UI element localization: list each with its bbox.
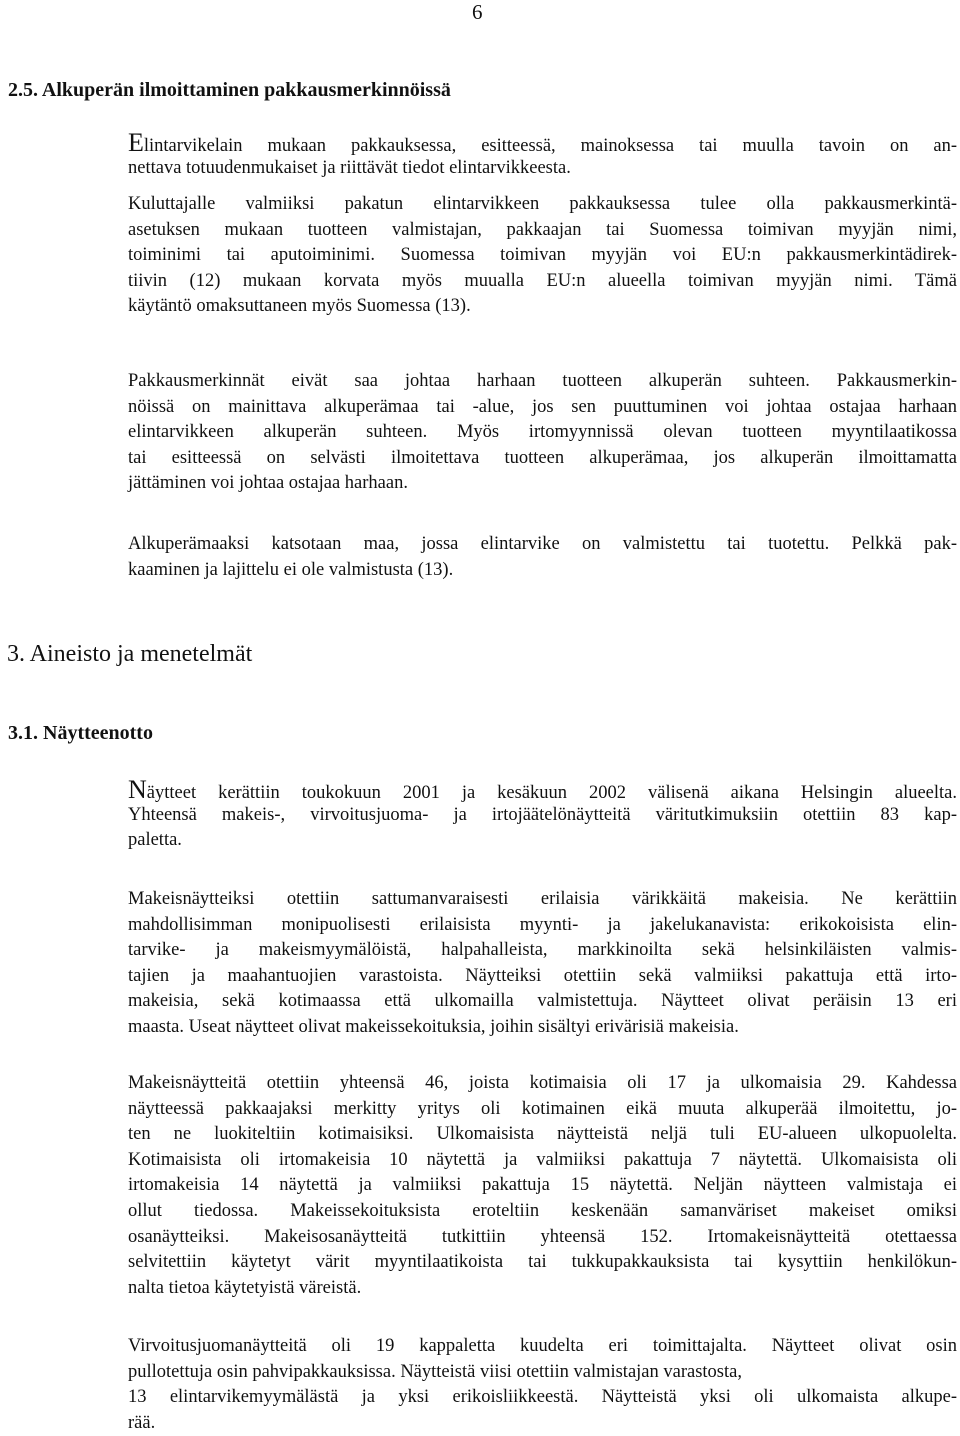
paragraph-2-5-labelling-rules	[128, 192, 957, 320]
paragraph-line: tai esitteessä on selvästi ilmoitettava tuotteen alkuperämaa, jos alkuperän ilmoittamatta	[128, 447, 957, 468]
dropcap-letter: N	[128, 775, 147, 804]
line-text: lintarvikelain mukaan pakkauksessa, esitteessä, mainoksessa tai muulla tavoin on an-	[143, 136, 957, 156]
paragraph-line: selvitettiin käytetyt värit myyntilaatikoista tai tukkupakkauksista tai kysyttiin henkilökun-	[128, 1252, 957, 1273]
paragraph-line: ten ne luokiteltiin kotimaisiksi. Ulkomaisista näytteistä neljä tuli EU-alueen ulkopuolelta.	[128, 1124, 957, 1145]
paragraph-3-1-soft-drinks	[128, 1334, 957, 1436]
paragraph-line: nöissä on mainittava alkuperämaa tai -alue, jos sen puuttuminen voi johtaa ostajaa harhaan	[128, 396, 957, 417]
paragraph-line: nalta tietoa käytetyistä väreistä.	[128, 1277, 362, 1298]
paragraph-line: näytteessä pakkaajaksi merkitty yritys oli kotimainen eikä muuta alkuperää ilmoitettu, jo-	[128, 1098, 957, 1119]
paragraph-line: Virvoitusjuomanäytteitä oli 19 kappaletta kuudelta eri toimittajalta. Näytteet olivat osin	[128, 1336, 957, 1356]
paragraph-line: Kuluttajalle valmiiksi pakatun elintarvikkeen pakkauksessa tulee olla pakkausmerkintä-	[128, 194, 957, 214]
paragraph-line: Makeisnäytteitä otettiin yhteensä 46, joista kotimaisia oli 17 ja ulkomaisia 29. Kahdessa	[128, 1073, 957, 1093]
paragraph-line: 13 elintarvikemyymälästä ja yksi erikoisliikkeestä. Näytteistä yksi oli ulkomaista alkupe-	[128, 1387, 957, 1408]
paragraph-line: Pakkausmerkinnät eivät saa johtaa harhaan tuotteen alkuperän suhteen. Pakkausmerkin-	[128, 371, 957, 391]
paragraph-3-1-sampling-period	[128, 777, 957, 854]
paragraph-line: toiminimi tai aputoiminimi. Suomessa toimivan myyjän voi EU:n pakkausmerkintädirek-	[128, 245, 957, 266]
paragraph-line	[128, 130, 957, 156]
paragraph-line: tajien ja maahantuojien varastoista. Näytteiksi otettiin sekä valmiiksi pakattuja että irto-	[128, 965, 957, 986]
paragraph-line: maasta. Useat näytteet olivat makeissekoituksia, joihin sisältyi erivärisiä makeisia.	[128, 1016, 739, 1037]
paragraph-2-5-origin-misleading	[128, 369, 957, 497]
paragraph-2-5-intro	[128, 130, 957, 181]
section-heading-3-1: 3.1. Näytteenotto	[8, 722, 153, 744]
paragraph-line: osanäytteiksi. Makeisosanäytteitä tutkittiin yhteensä 152. Irtomakeisnäytteitä otettaessa	[128, 1226, 957, 1247]
paragraph-line: makeisia, sekä kotimaassa että ulkomailla valmistettuja. Näytteet olivat peräisin 13 eri	[128, 991, 957, 1012]
paragraph-line: Kotimaisista oli irtomakeisia 10 näytettä ja valmiiksi pakattuja 7 näytettä. Ulkomaisista oli	[128, 1149, 957, 1170]
paragraph-line: Yhteensä makeis-, virvoitusjuoma- ja irtojäätelönäytteitä väritutkimuksiin otettiin 83 kap-	[128, 804, 957, 825]
paragraph-line: tarvike- ja makeismyymälöistä, halpahalleista, markkinoilta sekä helsinkiläisten valmis-	[128, 940, 957, 961]
paragraph-3-1-candy-counts	[128, 1071, 957, 1301]
paragraph-line: rää.	[128, 1412, 156, 1433]
paragraph-line: ollut tiedossa. Makeissekoituksista eroteltiin keskenään samanväriset makeiset omiksi	[128, 1200, 957, 1221]
paragraph-line: jättäminen voi johtaa ostajaa harhaan.	[128, 473, 408, 494]
paragraph-line: nettava totuudenmukaiset ja riittävät tiedot elintarvikkeesta.	[128, 157, 571, 178]
paragraph-line: Alkuperämaaksi katsotaan maa, jossa elintarvike on valmistettu tai tuotettu. Pelkkä pak-	[128, 534, 957, 554]
paragraph-3-1-candy-samples	[128, 887, 957, 1041]
paragraph-line: paletta.	[128, 830, 182, 851]
paragraph-line: elintarvikkeen alkuperän suhteen. Myös irtomyynnissä olevan tuotteen myyntilaatikossa	[128, 422, 957, 443]
paragraph-line: mahdollisimman monipuolisesti erilaisista myynti- ja jakelukanavista: erikokoisista elin-	[128, 914, 957, 935]
line-text: äytteet kerättiin toukokuun 2001 ja kesäkuun 2002 välisenä aikana Helsingin alueelta.	[146, 783, 957, 803]
paragraph-line: tiivin (12) mukaan korvata myös muualla EU:n alueella toimivan myyjän nimi. Tämä	[128, 270, 957, 291]
paragraph-line	[128, 777, 957, 803]
paragraph-line: asetuksen mukaan tuotteen valmistajan, pakkaajan tai Suomessa toimivan myyjän nimi,	[128, 219, 957, 240]
paragraph-line: pullotettuja osin pahvipakkauksissa. Näytteistä viisi otettiin valmistajan varastosta,	[128, 1361, 742, 1382]
paragraph-line: kaaminen ja lajittelu ei ole valmistusta (13).	[128, 559, 454, 580]
page-number: 6	[472, 0, 483, 24]
paragraph-2-5-country-of-origin	[128, 532, 957, 583]
dropcap-letter: E	[128, 128, 144, 157]
paragraph-line: käytäntö omaksuttaneen myös Suomessa (13).	[128, 296, 471, 317]
section-heading-2-5: 2.5. Alkuperän ilmoittaminen pakkausmerkinnöissä	[8, 79, 451, 101]
section-heading-3: 3. Aineisto ja menetelmät	[7, 641, 253, 667]
paragraph-line: irtomakeisia 14 näytettä ja valmiiksi pakattuja 15 näytettä. Neljän näytteen valmistaja ei	[128, 1175, 957, 1196]
paragraph-line: Makeisnäytteiksi otettiin sattumanvaraisesti erilaisia värikkäitä makeisia. Ne kerättiin	[128, 889, 957, 909]
